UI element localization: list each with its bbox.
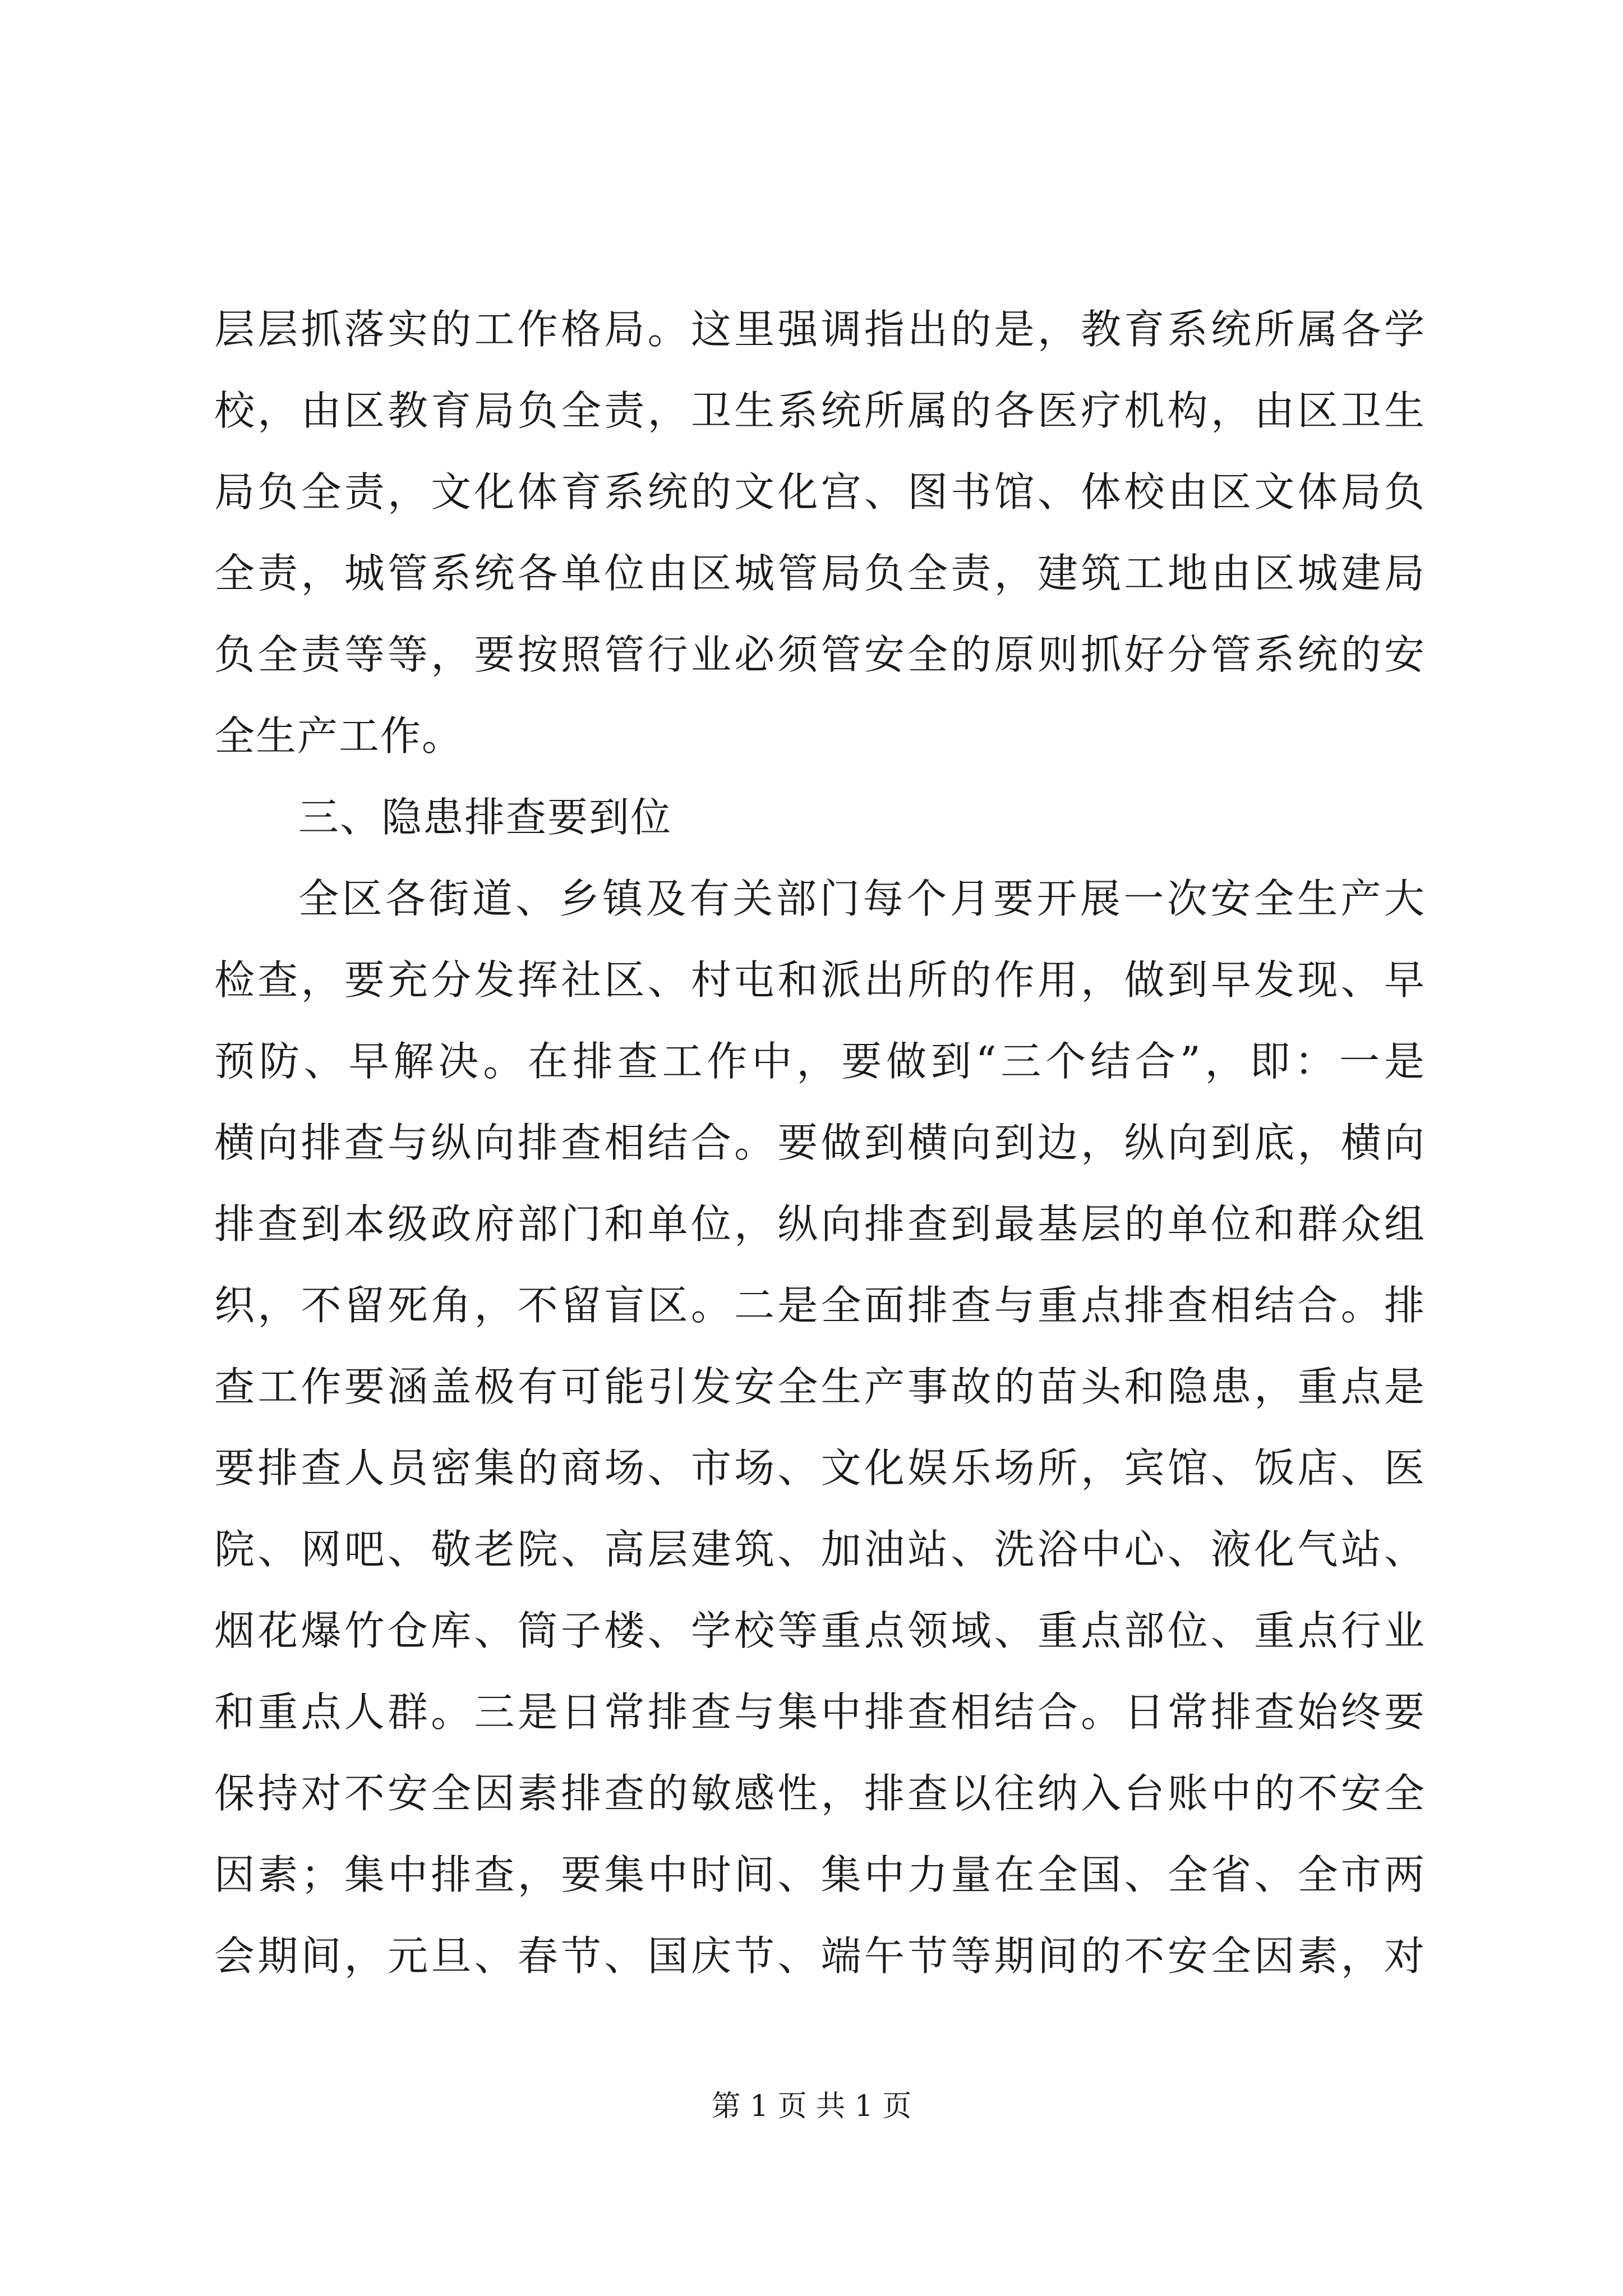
- body-text: [214, 289, 1426, 1997]
- text-line: 排查到本级政府部门和单位，纵向排查到最基层的单位和群众组: [214, 1200, 1426, 1248]
- text-line: 检查，要充分发挥社区、村屯和派出所的作用，做到早发现、早: [214, 956, 1426, 1004]
- text-line: 局负全责，文化体育系统的文化宫、图书馆、体校由区文体局负: [214, 468, 1426, 516]
- text-line: 全责，城管系统各单位由区城管局负全责，建筑工地由区城建局: [214, 550, 1426, 597]
- text-line: 保持对不安全因素排查的敏感性，排查以往纳入台账中的不安全: [214, 1770, 1426, 1817]
- text-line: 和重点人群。三是日常排查与集中排查相结合。日常排查始终要: [214, 1688, 1426, 1736]
- text-line: 织，不留死角，不留盲区。二是全面排查与重点排查相结合。排: [214, 1282, 1426, 1329]
- text-line: 横向排查与纵向排查相结合。要做到横向到边，纵向到底，横向: [214, 1119, 1426, 1166]
- text-line: 院、网吧、敬老院、高层建筑、加油站、洗浴中心、液化气站、: [214, 1526, 1426, 1573]
- text-line: 烟花爆竹仓库、筒子楼、学校等重点领域、重点部位、重点行业: [214, 1607, 1426, 1654]
- text-line: 校，由区教育局负全责，卫生系统所属的各医疗机构，由区卫生: [214, 387, 1426, 434]
- text-line: 预防、早解决。在排查工作中，要做到“三个结合”，即：一是: [214, 1038, 1426, 1085]
- text-line: 因素；集中排查，要集中时间、集中力量在全国、全省、全市两: [214, 1851, 1426, 1898]
- page-footer: [0, 2087, 1623, 2126]
- page-number-label: 第 1 页 共 1 页: [711, 2090, 912, 2123]
- text-line: 层层抓落实的工作格局。这里强调指出的是，教育系统所属各学: [214, 306, 1426, 353]
- section-heading: 三、隐患排查要到位: [298, 794, 672, 841]
- text-line: 全生产工作。: [214, 712, 464, 760]
- text-line: 会期间，元旦、春节、国庆节、端午节等期间的不安全因素，对: [214, 1932, 1426, 1980]
- text-line: 要排查人员密集的商场、市场、文化娱乐场所，宾馆、饭店、医: [214, 1444, 1426, 1492]
- text-line: 负全责等等，要按照管行业必须管安全的原则抓好分管系统的安: [214, 631, 1426, 678]
- text-line: 查工作要涵盖极有可能引发安全生产事故的苗头和隐患，重点是: [214, 1363, 1426, 1410]
- text-line: 全区各街道、乡镇及有关部门每个月要开展一次安全生产大: [298, 875, 1426, 922]
